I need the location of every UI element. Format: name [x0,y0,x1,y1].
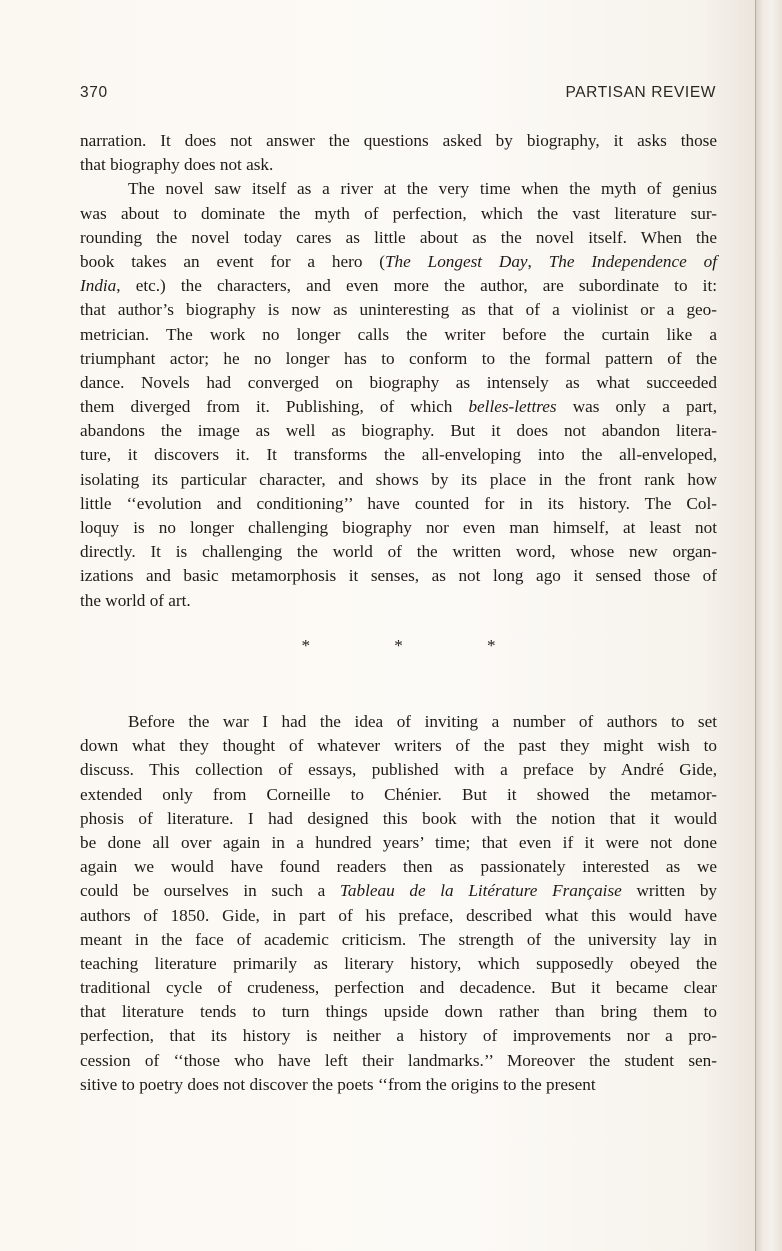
page-number: 370 [80,84,108,101]
text-line: traditional cycle of crudeness, perfection and decadence. But it became clear [80,978,717,998]
text-line: that biography does not ask. [80,155,274,175]
italic-title: The Longest Day [385,251,528,271]
body-text-top [80,129,717,613]
body-text-bottom [80,710,717,1097]
text-line: The novel saw itself as a river at the very time when the myth of genius [128,179,717,199]
italic-title: The Independence of [548,251,717,271]
section-break [80,636,717,656]
italic-title: India [80,276,117,296]
text-line: teaching literature primarily as literary history, which supposedly obeyed the [80,953,717,973]
text-line: narration. It does not answer the questions asked by biography, it asks those [80,131,717,150]
text-line: rounding the novel today cares as little about as the novel itself. When the [80,227,717,247]
page-edge [755,0,782,1251]
text-line: authors of 1850. Gide, in part of his preface, described what this would have [80,905,717,925]
text-line: loquy is no longer challenging biography nor even man himself, at least not [80,518,717,537]
text-line: izations and basic metamorphosis it senses, as not long ago it sensed those of [80,566,717,586]
text-line: that author’s biography is now as uninteresting as that of a violinist or a geo- [80,300,717,320]
text-line: dance. Novels had converged on biography as intensely as what succeeded [80,372,717,392]
text-line: phosis of literature. I had designed this book with the notion that it would [80,808,717,828]
text-line: again we would have found readers then as passionately interested as we [80,857,717,877]
text-line: India, etc.) the characters, and even more the author, are subordinate to it: [80,276,717,296]
text-line: cession of ‘‘those who have left their landmarks.’’ Moreover the student sen- [80,1050,717,1070]
text-line: that literature tends to turn things upside down rather than bring them to [80,1002,717,1022]
text-line: little ‘‘evolution and conditioning’’ have counted for in its history. The Col- [80,493,717,513]
text-line: directly. It is challenging the world of the written word, whose new organ- [80,542,717,562]
text-line: Before the war I had the idea of inviting a number of authors to set [128,712,717,731]
text-line: isolating its particular character, and shows by its place in the front rank how [80,469,717,489]
text-line: abandons the image as well as biography. But it does not abandon litera- [80,421,717,441]
text-line: book takes an event for a hero (The Longest Day, The Independence of [80,251,717,271]
running-head: PARTISAN REVIEW [565,84,716,101]
text-line: metrician. The work no longer calls the writer before the curtain like a [80,324,717,344]
italic-title: belles-lettres [468,397,557,417]
text-line: extended only from Corneille to Chénier. But it showed the metamor- [80,784,717,804]
text-line: meant in the face of academic criticism. The strength of the university lay in [80,929,717,949]
text-line: discuss. This collection of essays, published with a preface by André Gide, [80,760,717,780]
text-line: the world of art. [80,590,191,610]
text-line: triumphant actor; he no longer has to conform to the formal pattern of the [80,348,717,368]
text-line: down what they thought of whatever writers of the past they might wish to [80,736,717,756]
text-line: be done all over again in a hundred years’ time; that even if it were not done [80,832,717,852]
page-header [80,84,716,104]
italic-title: Tableau de la Litérature Française [339,881,622,901]
text-line: sitive to poetry does not discover the poets ‘‘from the origins to the present [80,1074,596,1094]
asterisk: * [487,636,496,655]
text-line: them diverged from it. Publishing, of which belles-lettres was only a part, [80,397,718,417]
asterisk: * [301,636,310,655]
text-line: was about to dominate the myth of perfection, which the vast literature sur- [80,203,717,223]
asterisk: * [394,636,403,655]
text-line: could be ourselves in such a Tableau de la Litérature Française written by [80,881,718,901]
text-line: ture, it discovers it. It transforms the all-enveloping into the all-enveloped, [80,445,717,465]
text-line: perfection, that its history is neither a history of improvements nor a pro- [80,1026,717,1046]
